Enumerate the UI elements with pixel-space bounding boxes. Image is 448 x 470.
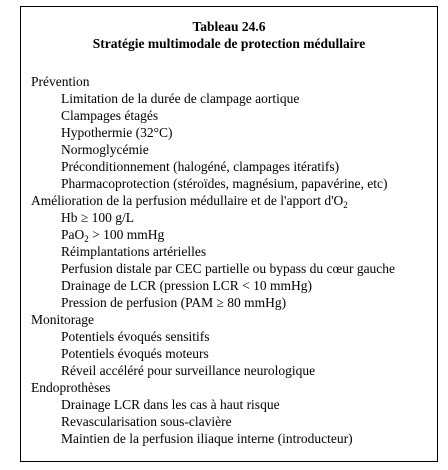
list-item: Préconditionnement (halogéné, clampages itératifs): [61, 159, 340, 174]
section-heading-text: Amélioration de la perfusion médullaire et de l'apport d'O: [31, 193, 344, 208]
list-item: Hb ≥ 100 g/L: [61, 210, 135, 225]
list-item: Perfusion distale par CEC partielle ou bypass du cœur gauche: [61, 261, 396, 276]
list-item: Pharmacoprotection (stéroïdes, magnésium, papavérine, etc): [61, 176, 388, 191]
list-item: Réimplantations artérielles: [61, 244, 207, 259]
list-item: Limitation de la durée de clampage aortique: [61, 91, 300, 106]
section-heading-prevention: Prévention: [31, 74, 90, 89]
list-item: Clampages étagés: [61, 108, 159, 123]
table-subtitle: Stratégie multimodale de protection médullaire: [92, 36, 366, 51]
list-item: Pression de perfusion (PAM ≥ 80 mmHg): [61, 295, 287, 310]
list-item: Potentiels évoqués moteurs: [61, 346, 209, 361]
table-title: Tableau 24.6: [192, 19, 266, 34]
section-heading-monitorage: Monitorage: [31, 312, 94, 327]
subscript: 2: [84, 234, 89, 244]
list-item: Maintien de la perfusion iliaque interne (introducteur): [61, 431, 353, 446]
list-item: Hypothermie (32°C): [61, 125, 173, 140]
list-item: [61, 227, 164, 243]
list-item: Normoglycémie: [61, 142, 149, 157]
table-frame: [20, 6, 438, 462]
subscript: 2: [343, 200, 348, 210]
list-item: Réveil accéléré pour surveillance neurologique: [61, 363, 316, 378]
pao2-value: > 100 mmHg: [88, 227, 165, 242]
list-item: Drainage de LCR (pression LCR < 10 mmHg): [61, 278, 312, 293]
section-heading-perfusion: [31, 193, 348, 209]
list-item: Potentiels évoqués sensitifs: [61, 329, 210, 344]
section-heading-endoprotheses: Endoprothèses: [31, 380, 111, 395]
list-item: Drainage LCR dans les cas à haut risque: [61, 397, 280, 412]
list-item: Revascularisation sous-clavière: [61, 414, 232, 429]
pao2-label: PaO: [61, 227, 85, 242]
